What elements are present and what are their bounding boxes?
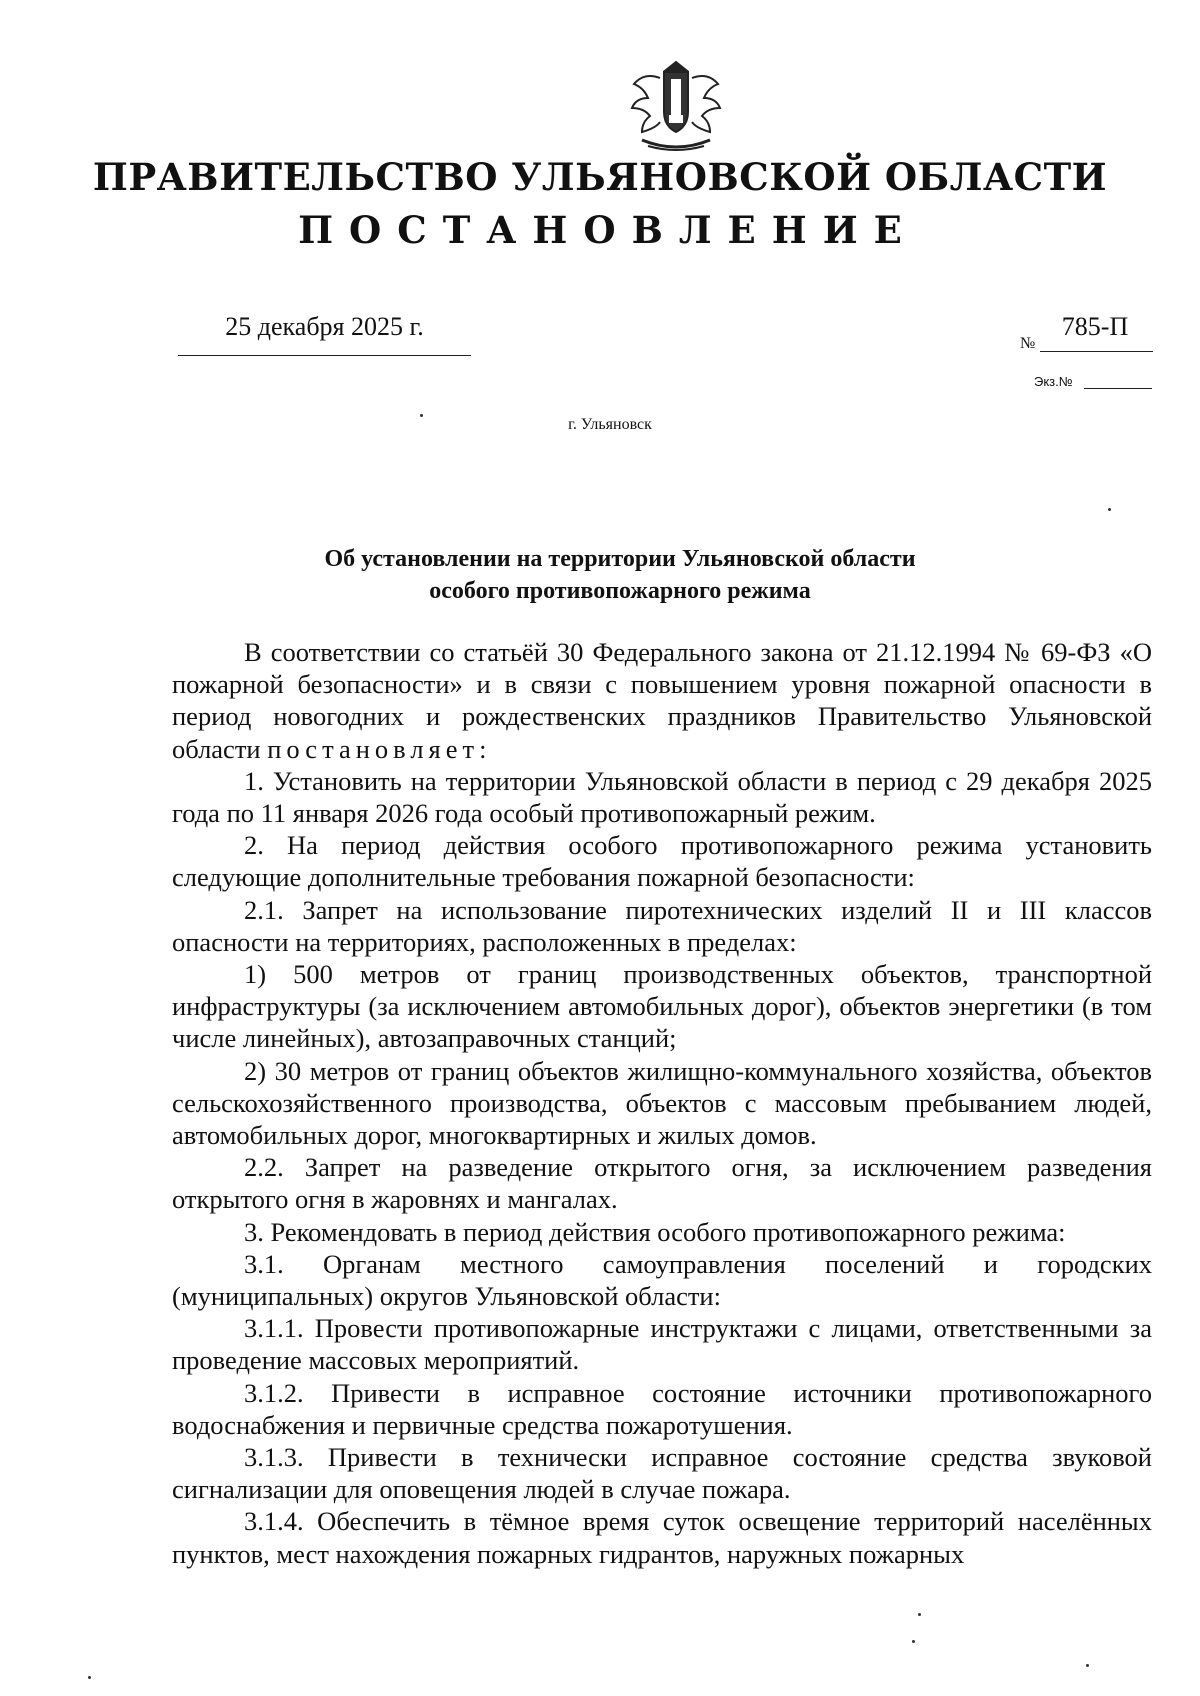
paragraph-3-1-3: 3.1.3. Привести в технически исправное состояние средства звуковой сигнализации для оповещения людей в случае пожара.: [172, 1442, 1152, 1505]
date-underline: [178, 355, 471, 356]
scan-speck: [1108, 508, 1111, 511]
preamble-text: В соответствии со статьёй 30 Федерального закона от 21.12.1994 № 69-ФЗ «О пожарной безопасности» и в связи с повышением уровня пожарной опасности в период новогодних и рождественских праздников Правительство Ульяновской области: [172, 637, 1152, 764]
paragraph-2: 2. На период действия особого противопожарного режима установить следующие дополнительные требования пожарной безопасности:: [172, 830, 1152, 893]
document-number: 785-П: [1061, 312, 1129, 341]
number-sign: №: [1020, 335, 1036, 352]
copy-number-label: Экз.№: [1034, 374, 1073, 389]
paragraph-2-1-2: 2) 30 метров от границ объектов жилищно-коммунального хозяйства, объектов сельскохозяйственного производства, объектов с массовым пребыванием людей, автомобильных дорог, многоквартирных и жилых домов.: [172, 1055, 1152, 1151]
coat-of-arms-icon: [624, 58, 728, 154]
paragraph-2-2: 2.2. Запрет на разведение открытого огня, за исключением разведения открытого огня в жаровнях и мангалах.: [172, 1152, 1152, 1215]
paragraph-1: 1. Установить на территории Ульяновской области в период с 29 декабря 2025 года по 11 января 2026 года особый противопожарный режим.: [172, 765, 1152, 829]
document-type: ПОСТАНОВЛЕНИЕ: [298, 208, 918, 252]
heading-line-2: особого противопожарного режима: [429, 578, 811, 604]
paragraph-3: 3. Рекомендовать в период действия особого противопожарного режима:: [244, 1216, 1066, 1247]
scan-speck: [88, 1676, 91, 1679]
scan-speck: [912, 1640, 915, 1643]
paragraph-2-1-1: 1) 500 метров от границ производственных объектов, транспортной инфраструктуры (за исключением автомобильных дорог), объектов энергетики (в том числе линейных), автозаправочных станций;: [172, 959, 1152, 1054]
heading-line-1: Об установлении на территории Ульяновской области: [324, 546, 916, 572]
copy-number-underline: [1084, 388, 1152, 389]
government-title: ПРАВИТЕЛЬСТВО УЛЬЯНОВСКОЙ ОБЛАСТИ: [92, 155, 1108, 199]
number-underline: [1040, 351, 1153, 352]
paragraph-3-1-2: 3.1.2. Привести в исправное состояние источники противопожарного водоснабжения и первичные средства пожаротушения.: [172, 1377, 1152, 1440]
document-date: 25 декабря 2025 г.: [225, 312, 424, 341]
preamble-paragraph: [172, 636, 1152, 765]
paragraph-3-1-4: 3.1.4. Обеспечить в тёмное время суток освещение территорий населённых пунктов, мест нахождения пожарных гидрантов, наружных пожарных: [172, 1506, 1152, 1569]
resolves-word: постановляет:: [267, 733, 492, 764]
paragraph-3-1: 3.1. Органам местного самоуправления поселений и городских (муниципальных) округов Ульяновской области:: [172, 1248, 1152, 1312]
scan-speck: [420, 414, 423, 417]
city: г. Ульяновск: [568, 416, 652, 433]
scan-speck: [918, 1613, 921, 1616]
document-body: [172, 636, 1152, 1570]
scan-speck: [1086, 1664, 1089, 1667]
document-heading: [200, 543, 1040, 607]
paragraph-2-1: 2.1. Запрет на использование пиротехнических изделий II и III классов опасности на территориях, расположенных в пределах:: [172, 894, 1152, 957]
paragraph-3-1-1: 3.1.1. Провести противопожарные инструктажи с лицами, ответственными за проведение массовых мероприятий.: [172, 1313, 1152, 1376]
